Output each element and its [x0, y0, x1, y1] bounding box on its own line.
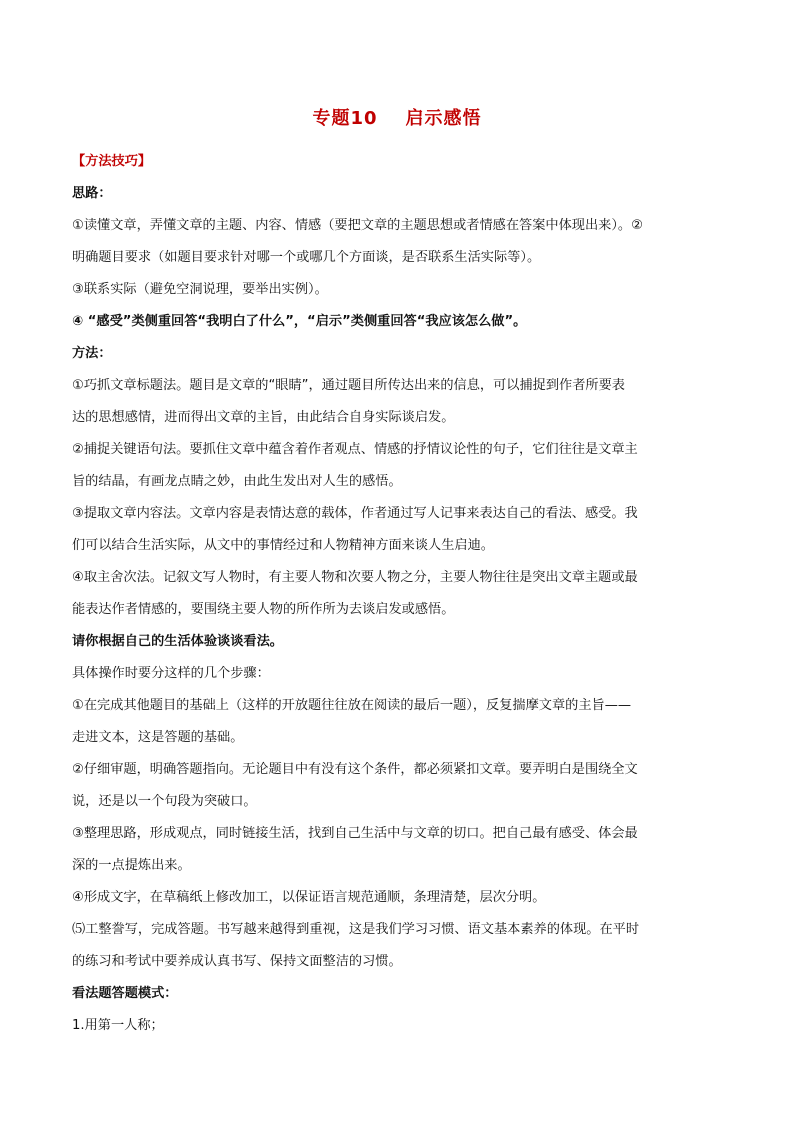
paragraph-line: 能表达作者情感的，要围绕主要人物的所作所为去谈启发或感悟。	[72, 602, 455, 617]
list-item: 1.用第一人称；	[72, 1018, 164, 1033]
paragraph-line: ③整理思路，形成观点，同时链接生活，找到自己生活中与文章的切口。把自己最有感受、体会最	[72, 826, 638, 841]
paragraph-line: 的练习和考试中要养成认真书写、保持文面整洁的习惯。	[72, 954, 402, 969]
page-title	[0, 104, 794, 130]
paragraph-line: 旨的结晶，有画龙点睛之妙，由此生发出对人生的感悟。	[72, 474, 402, 489]
paragraph-line: 们可以结合生活实际，从文中的事情经过和人物精神方面来谈人生启迪。	[72, 538, 494, 553]
paragraph-line: 具体操作时要分这样的几个步骤：	[72, 666, 270, 681]
heading-answer-pattern: 看法题答题模式：	[72, 986, 178, 1001]
heading-methods: 方法：	[72, 346, 112, 361]
paragraph-line: 走进文本，这是答题的基础。	[72, 730, 244, 745]
paragraph-line: ①在完成其他题目的基础上（这样的开放题往往放在阅读的最后一题），反复揣摩文章的主旨——	[72, 698, 632, 713]
paragraph-line: 明确题目要求（如题目要求针对哪一个或哪几个方面谈，是否联系生活实际等）。	[72, 250, 541, 265]
paragraph-line: ①巧抓文章标题法。题目是文章的“眼睛”，通过题目所传达出来的信息，可以捕捉到作者所要表	[72, 378, 625, 393]
title-text: 启示感悟	[405, 108, 482, 129]
paragraph-line: 说，还是以一个句段为突破口。	[72, 794, 257, 809]
paragraph-line: 达的思想感情，进而得出文章的主旨，由此结合自身实际谈启发。	[72, 410, 455, 425]
document-body	[72, 146, 724, 1042]
paragraph-line: ⑸工整誊写，完成答题。书写越来越得到重视，这是我们学习习惯、语文基本素养的体现。在平时	[72, 922, 640, 937]
paragraph-line: ④取主舍次法。记叙文写人物时，有主要人物和次要人物之分，主要人物往往是突出文章主题或最	[72, 570, 638, 585]
paragraph-line: ③提取文章内容法。文章内容是表情达意的载体，作者通过写人记事来表达自己的看法、感受。我	[72, 506, 638, 521]
paragraph-line: ②仔细审题，明确答题指向。无论题目中有没有这个条件，都必须紧扣文章。要弄明白是围绕全文	[72, 762, 638, 777]
title-number: 专题10	[312, 108, 378, 129]
paragraph-line: ②捕捉关键语句法。要抓住文章中蕴含着作者观点、情感的抒情议论性的句子，它们往往是文章主	[72, 442, 638, 457]
paragraph-line: ④形成文字，在草稿纸上修改加工，以保证语言规范通顺，条理清楚，层次分明。	[72, 890, 546, 905]
emphasis-line: ④ “感受”类侧重回答“我明白了什么”，“启示”类侧重回答“我应该怎么做”。	[72, 314, 527, 329]
paragraph-line: ③联系实际（避免空洞说理，要举出实例）。	[72, 282, 328, 297]
heading-experience: 请你根据自己的生活体验谈谈看法。	[72, 634, 283, 649]
paragraph-line: 深的一点提炼出来。	[72, 858, 191, 873]
paragraph-line: ①读懂文章，弄懂文章的主题、内容、情感（要把文章的主题思想或者情感在答案中体现出来）。②	[72, 218, 643, 233]
heading-thinking: 思路：	[72, 186, 112, 201]
section-tag-methods: 【方法技巧】	[72, 154, 152, 169]
